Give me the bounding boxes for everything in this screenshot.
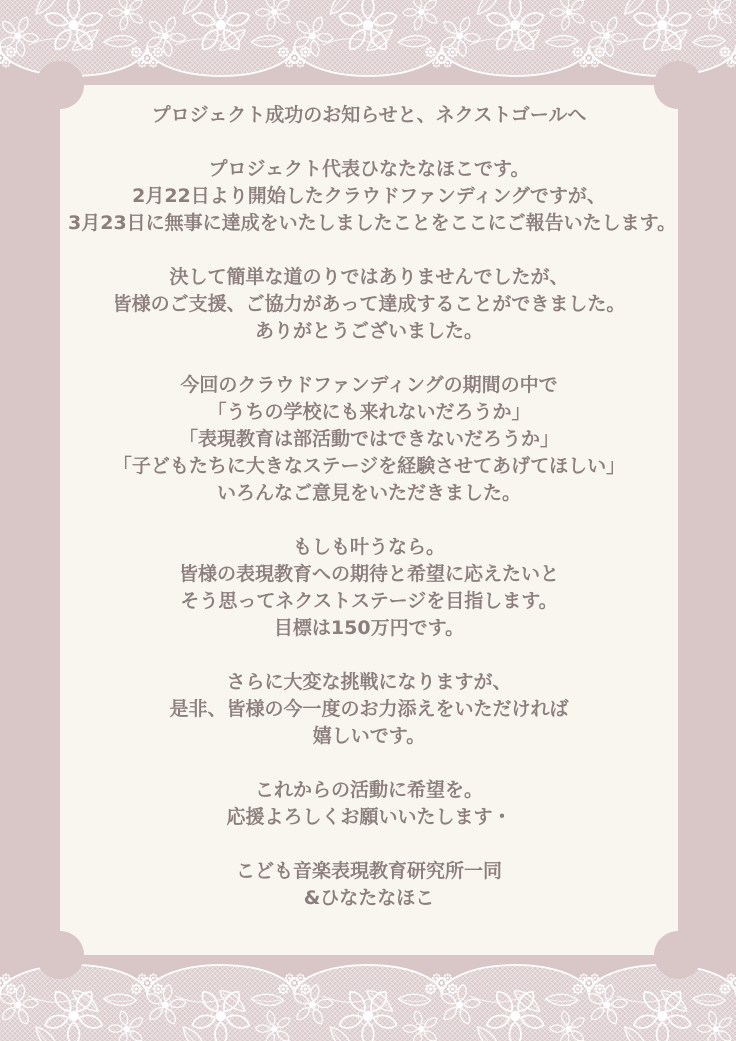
text-line: 嬉しいです。 <box>312 725 426 747</box>
text-line: 皆様の表現教育への期待と希望に応えたいと <box>178 563 559 585</box>
text-line: これからの活動に希望を。 <box>254 779 483 801</box>
corner-scoop-top-right <box>654 61 702 109</box>
corner-scoop-bottom-right <box>654 931 702 979</box>
text-line: 是非、皆様の今一度のお力添えをいただければ <box>169 698 569 720</box>
text-line: さらに大変な挑戦になりますが、 <box>226 671 512 693</box>
text-line: いろんなご意見をいただきました。 <box>216 482 521 504</box>
text-line: 2月22日より開始したクラウドファンディングですが、 <box>132 185 606 207</box>
letter-card <box>60 85 678 955</box>
signature-line: こども音楽表現教育研究所一同 <box>235 860 502 882</box>
text-line: 決して簡単な道のりではありませんでしたが、 <box>169 266 569 288</box>
paragraph <box>68 534 670 642</box>
paragraph <box>68 372 670 507</box>
text-line: もしも叶うなら。 <box>292 536 445 558</box>
text-line: プロジェクト代表ひなたなほこです。 <box>208 158 530 180</box>
text-line: 「表現教育は部活動ではできないだろうか」 <box>178 428 559 450</box>
paragraph <box>68 669 670 750</box>
paragraph <box>68 777 670 831</box>
text-line: ありがとうございました。 <box>254 320 483 342</box>
corner-scoop-top-left <box>36 61 84 109</box>
text-line: そう思ってネクストステージを目指します。 <box>180 590 558 612</box>
text-line: 目標は150万円です。 <box>273 617 465 639</box>
letter-title: プロジェクト成功のお知らせと、ネクストゴールへ <box>151 104 587 126</box>
text-line: 「子どもたちに大きなステージを経験させてあげてほしい」 <box>112 455 626 477</box>
text-line: 皆様のご支援、ご協力があって達成することができました。 <box>112 293 626 315</box>
text-line: 「うちの学校にも来れないだろうか」 <box>207 401 531 423</box>
text-line: 3月23日に無事に達成をいたしましたことをここにご報告いたします。 <box>68 212 677 234</box>
corner-scoop-bottom-left <box>36 931 84 979</box>
text-line: 応援よろしくお願いいたします・ <box>226 806 512 828</box>
signature-line: &ひなたなほこ <box>303 887 435 909</box>
lace-border-bottom <box>0 956 736 1041</box>
letter-body <box>68 156 677 831</box>
signature <box>68 858 670 912</box>
text-line: 今回のクラウドファンディングの期間の中で <box>180 374 558 396</box>
lace-border-top <box>0 0 736 85</box>
paragraph <box>68 264 670 345</box>
paragraph <box>68 156 677 237</box>
